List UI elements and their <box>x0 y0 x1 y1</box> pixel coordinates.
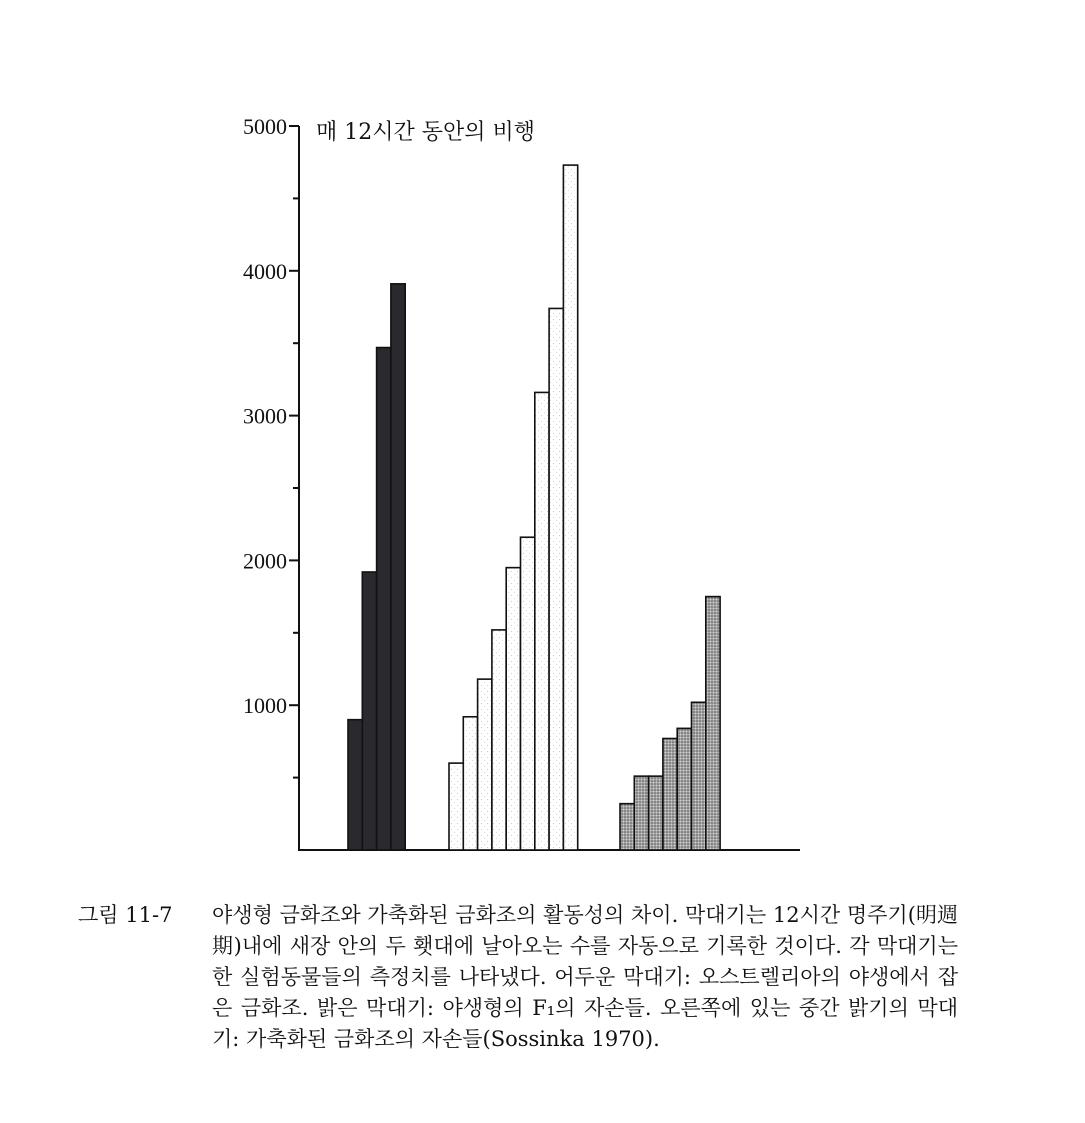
bar <box>362 572 376 850</box>
y-tick-label: 1000 <box>243 693 287 719</box>
bar <box>463 717 477 850</box>
bar <box>535 392 549 850</box>
bar-group-medium <box>620 597 720 850</box>
bar <box>377 348 391 850</box>
bar <box>492 630 506 850</box>
bar <box>506 568 520 850</box>
bar <box>634 776 648 850</box>
bar <box>348 720 362 850</box>
bar-group-dark <box>348 284 405 850</box>
bar <box>391 284 405 850</box>
bar-group-light <box>449 165 578 850</box>
bar <box>663 739 677 850</box>
y-axis-label: 매 12시간 동안의 비행 <box>316 120 535 145</box>
bar <box>706 597 720 850</box>
bar <box>549 308 563 850</box>
figure-caption <box>78 900 958 1055</box>
y-tick-label: 4000 <box>243 258 287 284</box>
bar <box>521 537 535 850</box>
y-tick-label: 5000 <box>243 114 287 139</box>
y-tick-label: 3000 <box>243 403 287 429</box>
caption-text: 야생형 금화조와 가축화된 금화조의 활동성의 차이. 막대기는 12시간 명주기(明週期)내에 새장 안의 두 횃대에 날아오는 수를 자동으로 기록한 것이다. 각 막대기는 한 실험동물들의 측정치를 나타냈다. 어두운 막대기: 오스트렐리아의 야생에서 잡은 금화조. 밝은 막대기: 야생형의 F₁의 자손들. 오른쪽에 있는 중간 밝기의 막대기: 가축화된 금화조의 자손들(Sossinka 1970). <box>212 903 958 1051</box>
bar <box>692 702 706 850</box>
y-axis-ticks <box>243 114 299 778</box>
bar <box>620 804 634 850</box>
bars <box>348 165 720 850</box>
bar <box>649 776 663 850</box>
bar <box>478 679 492 850</box>
bar <box>677 728 691 850</box>
bar <box>449 763 463 850</box>
figure-number: 그림 11-7 <box>78 903 173 927</box>
y-tick-label: 2000 <box>243 548 287 574</box>
bar <box>563 165 577 850</box>
